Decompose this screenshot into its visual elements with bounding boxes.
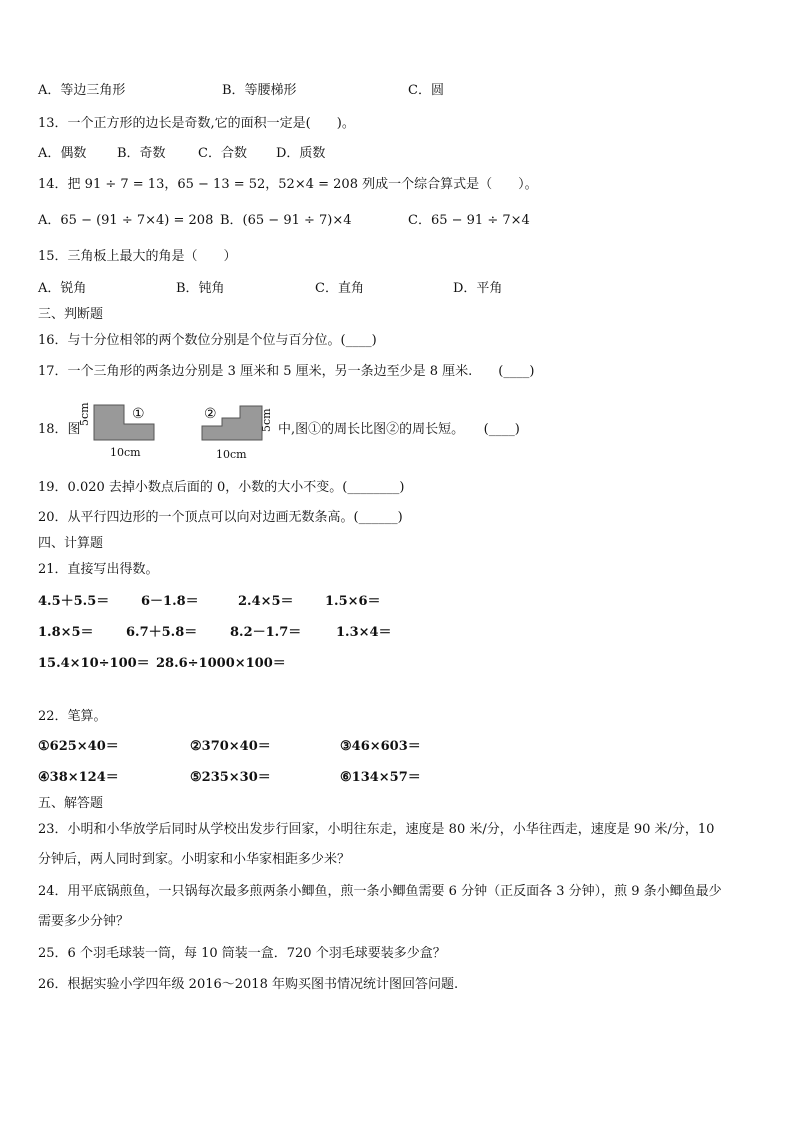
q16: 16．与十分位相邻的两个数位分别是个位与百分位。(____) xyxy=(38,333,377,348)
q21-r1-c1: 4.5＋5.5＝ xyxy=(38,594,110,609)
q15-option-a: A．锐角 xyxy=(38,281,87,296)
q24-line2: 需要多少分钟？ xyxy=(38,914,130,929)
q14-stem: 14．把 91 ÷ 7 = 13，65 − 13 = 52，52×4 = 208 列成一个综合算式是（ ）。 xyxy=(38,177,538,192)
q13-option-b: B．奇数 xyxy=(117,146,166,161)
q21-r2-c3: 8.2－1.7＝ xyxy=(230,625,302,640)
q23-line2: 分钟后，两人同时到家。小明家和小华家相距多少米？ xyxy=(38,852,351,867)
q19: 19．0.020 去掉小数点后面的 0，小数的大小不变。(________) xyxy=(38,480,405,495)
q22-item-5: ⑤235×30＝ xyxy=(190,770,271,785)
q21-r2-c2: 6.7＋5.8＝ xyxy=(126,625,198,640)
q22-item-6: ⑥134×57＝ xyxy=(340,770,421,785)
q21-r2-c4: 1.3×4＝ xyxy=(336,625,392,640)
q22-item-1: ①625×40＝ xyxy=(38,739,119,754)
q18-figure-1 xyxy=(80,400,162,462)
q22-stem: 22．笔算。 xyxy=(38,709,107,724)
q22-item-2: ②370×40＝ xyxy=(190,739,271,754)
q21-r1-c3: 2.4×5＝ xyxy=(238,594,294,609)
q12-option-b: B．等腰梯形 xyxy=(222,83,297,98)
section-heading-calculation: 四、计算题 xyxy=(38,536,104,551)
q21-r1-c2: 6－1.8＝ xyxy=(141,594,199,609)
q25: 25．6 个羽毛球装一筒，每 10 筒装一盒．720 个羽毛球要装多少盒？ xyxy=(38,946,446,961)
figure-1-shape xyxy=(94,405,154,440)
q21-r3-c2: 28.6÷1000×100＝ xyxy=(156,656,286,671)
q15-stem: 15．三角板上最大的角是（ ） xyxy=(38,249,237,264)
q18-prefix: 18．图 xyxy=(38,422,81,437)
q22-item-3: ③46×603＝ xyxy=(340,739,421,754)
q21-stem: 21．直接写出得数。 xyxy=(38,562,159,577)
q14-option-a: A．65 − (91 ÷ 7×4) = 208 xyxy=(38,213,214,228)
section-heading-word-problems: 五、解答题 xyxy=(38,796,104,811)
q21-r2-c1: 1.8×5＝ xyxy=(38,625,94,640)
q14-option-b: B．(65 − 91 ÷ 7)×4 xyxy=(220,213,352,228)
q22-item-4: ④38×124＝ xyxy=(38,770,119,785)
figure-2-number: ② xyxy=(204,406,217,422)
figure-1-number: ① xyxy=(132,406,145,422)
q15-option-b: B．钝角 xyxy=(176,281,225,296)
q21-r3-c1: 15.4×10÷100＝ xyxy=(38,656,150,671)
figure-1-side-label: 5cm xyxy=(78,402,91,426)
q21-r1-c4: 1.5×6＝ xyxy=(325,594,381,609)
figure-2-bottom-label: 10cm xyxy=(216,448,247,461)
q14-option-c: C．65 − 91 ÷ 7×4 xyxy=(408,213,530,228)
q17: 17．一个三角形的两条边分别是 3 厘米和 5 厘米，另一条边至少是 8 厘米. (____) xyxy=(38,364,535,379)
q26: 26．根据实验小学四年级 2016～2018 年购买图书情况统计图回答问题. xyxy=(38,977,459,992)
figure-1-bottom-label: 10cm xyxy=(110,446,141,459)
q12-option-c: C．圆 xyxy=(408,83,444,98)
q15-option-c: C．直角 xyxy=(315,281,364,296)
q18-figure-2 xyxy=(198,400,280,462)
q20: 20．从平行四边形的一个顶点可以向对边画无数条高。(______) xyxy=(38,510,403,525)
q18-suffix: 中,图①的周长比图②的周长短。 (____) xyxy=(278,422,520,437)
q13-option-d: D．质数 xyxy=(276,146,326,161)
q24-line1: 24．用平底锅煎鱼，一只锅每次最多煎两条小鲫鱼，煎一条小鲫鱼需要 6 分钟（正反面各 3 分钟），煎 9 条小鲫鱼最少 xyxy=(38,884,722,899)
figure-2-side-label: 5cm xyxy=(260,408,273,432)
q23-line1: 23．小明和小华放学后同时从学校出发步行回家，小明往东走，速度是 80 米/分，小华往西走，速度是 90 米/分，10 xyxy=(38,822,715,837)
q13-option-a: A．偶数 xyxy=(38,146,87,161)
q12-option-a: A．等边三角形 xyxy=(38,83,126,98)
q13-option-c: C．合数 xyxy=(198,146,247,161)
section-heading-judgement: 三、判断题 xyxy=(38,307,104,322)
q15-option-d: D．平角 xyxy=(453,281,503,296)
q13-stem: 13．一个正方形的边长是奇数,它的面积一定是( )。 xyxy=(38,116,355,131)
